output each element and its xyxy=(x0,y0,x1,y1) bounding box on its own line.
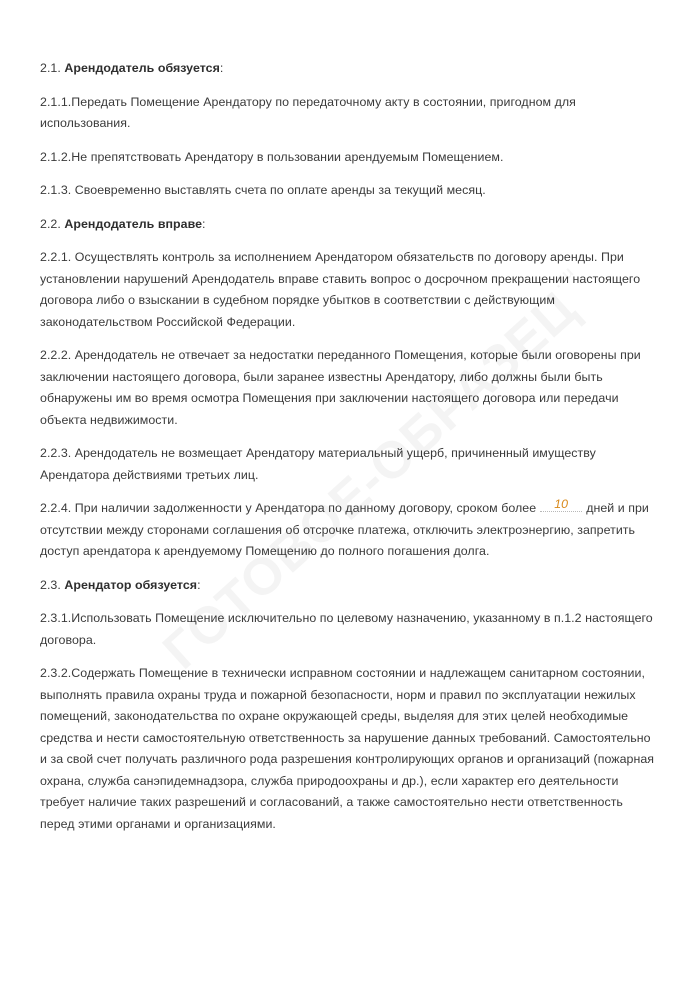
clause-2-2-4 xyxy=(40,498,660,563)
clause-text-before: 2.2.4. При наличии задолженности у Арендатора по данному договору, сроком более xyxy=(40,501,537,515)
clause-2-2-3: 2.2.3. Арендодатель не возмещает Арендатору материальный ущерб, причиненный имуществу Арендатора действиями третьих лиц. xyxy=(40,446,596,482)
section-title: Арендодатель обязуется xyxy=(64,61,220,75)
clause-2-2-2: 2.2.2. Арендодатель не отвечает за недостатки переданного Помещения, которые были оговорены при заключении настоящего договора, были заранее известны Арендатору, либо должны были быть обнаружены им во время осмотра Помещения при заключении настоящего договора или передачи объекта недвижимости. xyxy=(40,348,641,427)
clause-text-after: дней и при отсутствии между сторонами соглашения об отсрочке платежа, отключить электроэнергию, запретить доступ арендатора к арендуемому Помещению до полного погашения долга. xyxy=(40,501,649,558)
clause-2-2-1: 2.2.1. Осуществлять контроль за исполнением Арендатором обязательств по договору аренды. При установлении нарушений Арендодатель вправе ставить вопрос о досрочном прекращении настоящего договора либо о взыскании в судебном порядке убытков в соответствии с действующим законодательством Российской Федерации. xyxy=(40,250,641,329)
section-number: 2.2. xyxy=(40,216,61,231)
section-2-3-heading xyxy=(40,575,660,597)
days-fill-field[interactable]: 10 xyxy=(540,497,582,512)
section-2-1-heading xyxy=(40,58,660,80)
colon: : xyxy=(202,216,206,231)
clause-2-1-3: 2.1.3. Своевременно выставлять счета по оплате аренды за текущий месяц. xyxy=(40,183,486,197)
section-number: 2.1. xyxy=(40,61,61,75)
clause-2-3-1: 2.3.1.Использовать Помещение исключительно по целевому назначению, указанному в п.1.2 настоящего договора. xyxy=(40,611,653,647)
clause-2-1-2: 2.1.2.Не препятствовать Арендатору в пользовании арендуемым Помещением. xyxy=(40,149,504,164)
section-title: Арендатор обязуется xyxy=(64,577,198,592)
section-title: Арендодатель вправе xyxy=(64,216,203,231)
colon: : xyxy=(197,577,201,592)
section-2-2-heading xyxy=(40,214,660,236)
section-number: 2.3. xyxy=(40,577,61,592)
clause-2-1-1: 2.1.1.Передать Помещение Арендатору по передаточному акту в состоянии, пригодном для использования. xyxy=(40,94,576,130)
clause-2-3-2: 2.3.2.Содержать Помещение в технически исправном состоянии и надлежащем санитарном состоянии, выполнять правила охраны труда и пожарной безопасности, норм и правил по эксплуатации нежилых помещений, законодательства по охране окружающей среды, выделяя для этих целей необходимые средства и нести самостоятельную ответственность за нарушение данных требований. Самостоятельно и за свой счет получать различного рода разрешения контролирующих органов и организаций (пожарная охрана, служба санэпидемнадзора, служба природоохраны и др.), если характер его деятельности требует наличие таких разрешений и согласований, а также самостоятельно нести ответственность перед этими органами и организациями. xyxy=(40,666,655,831)
colon: : xyxy=(219,61,224,75)
